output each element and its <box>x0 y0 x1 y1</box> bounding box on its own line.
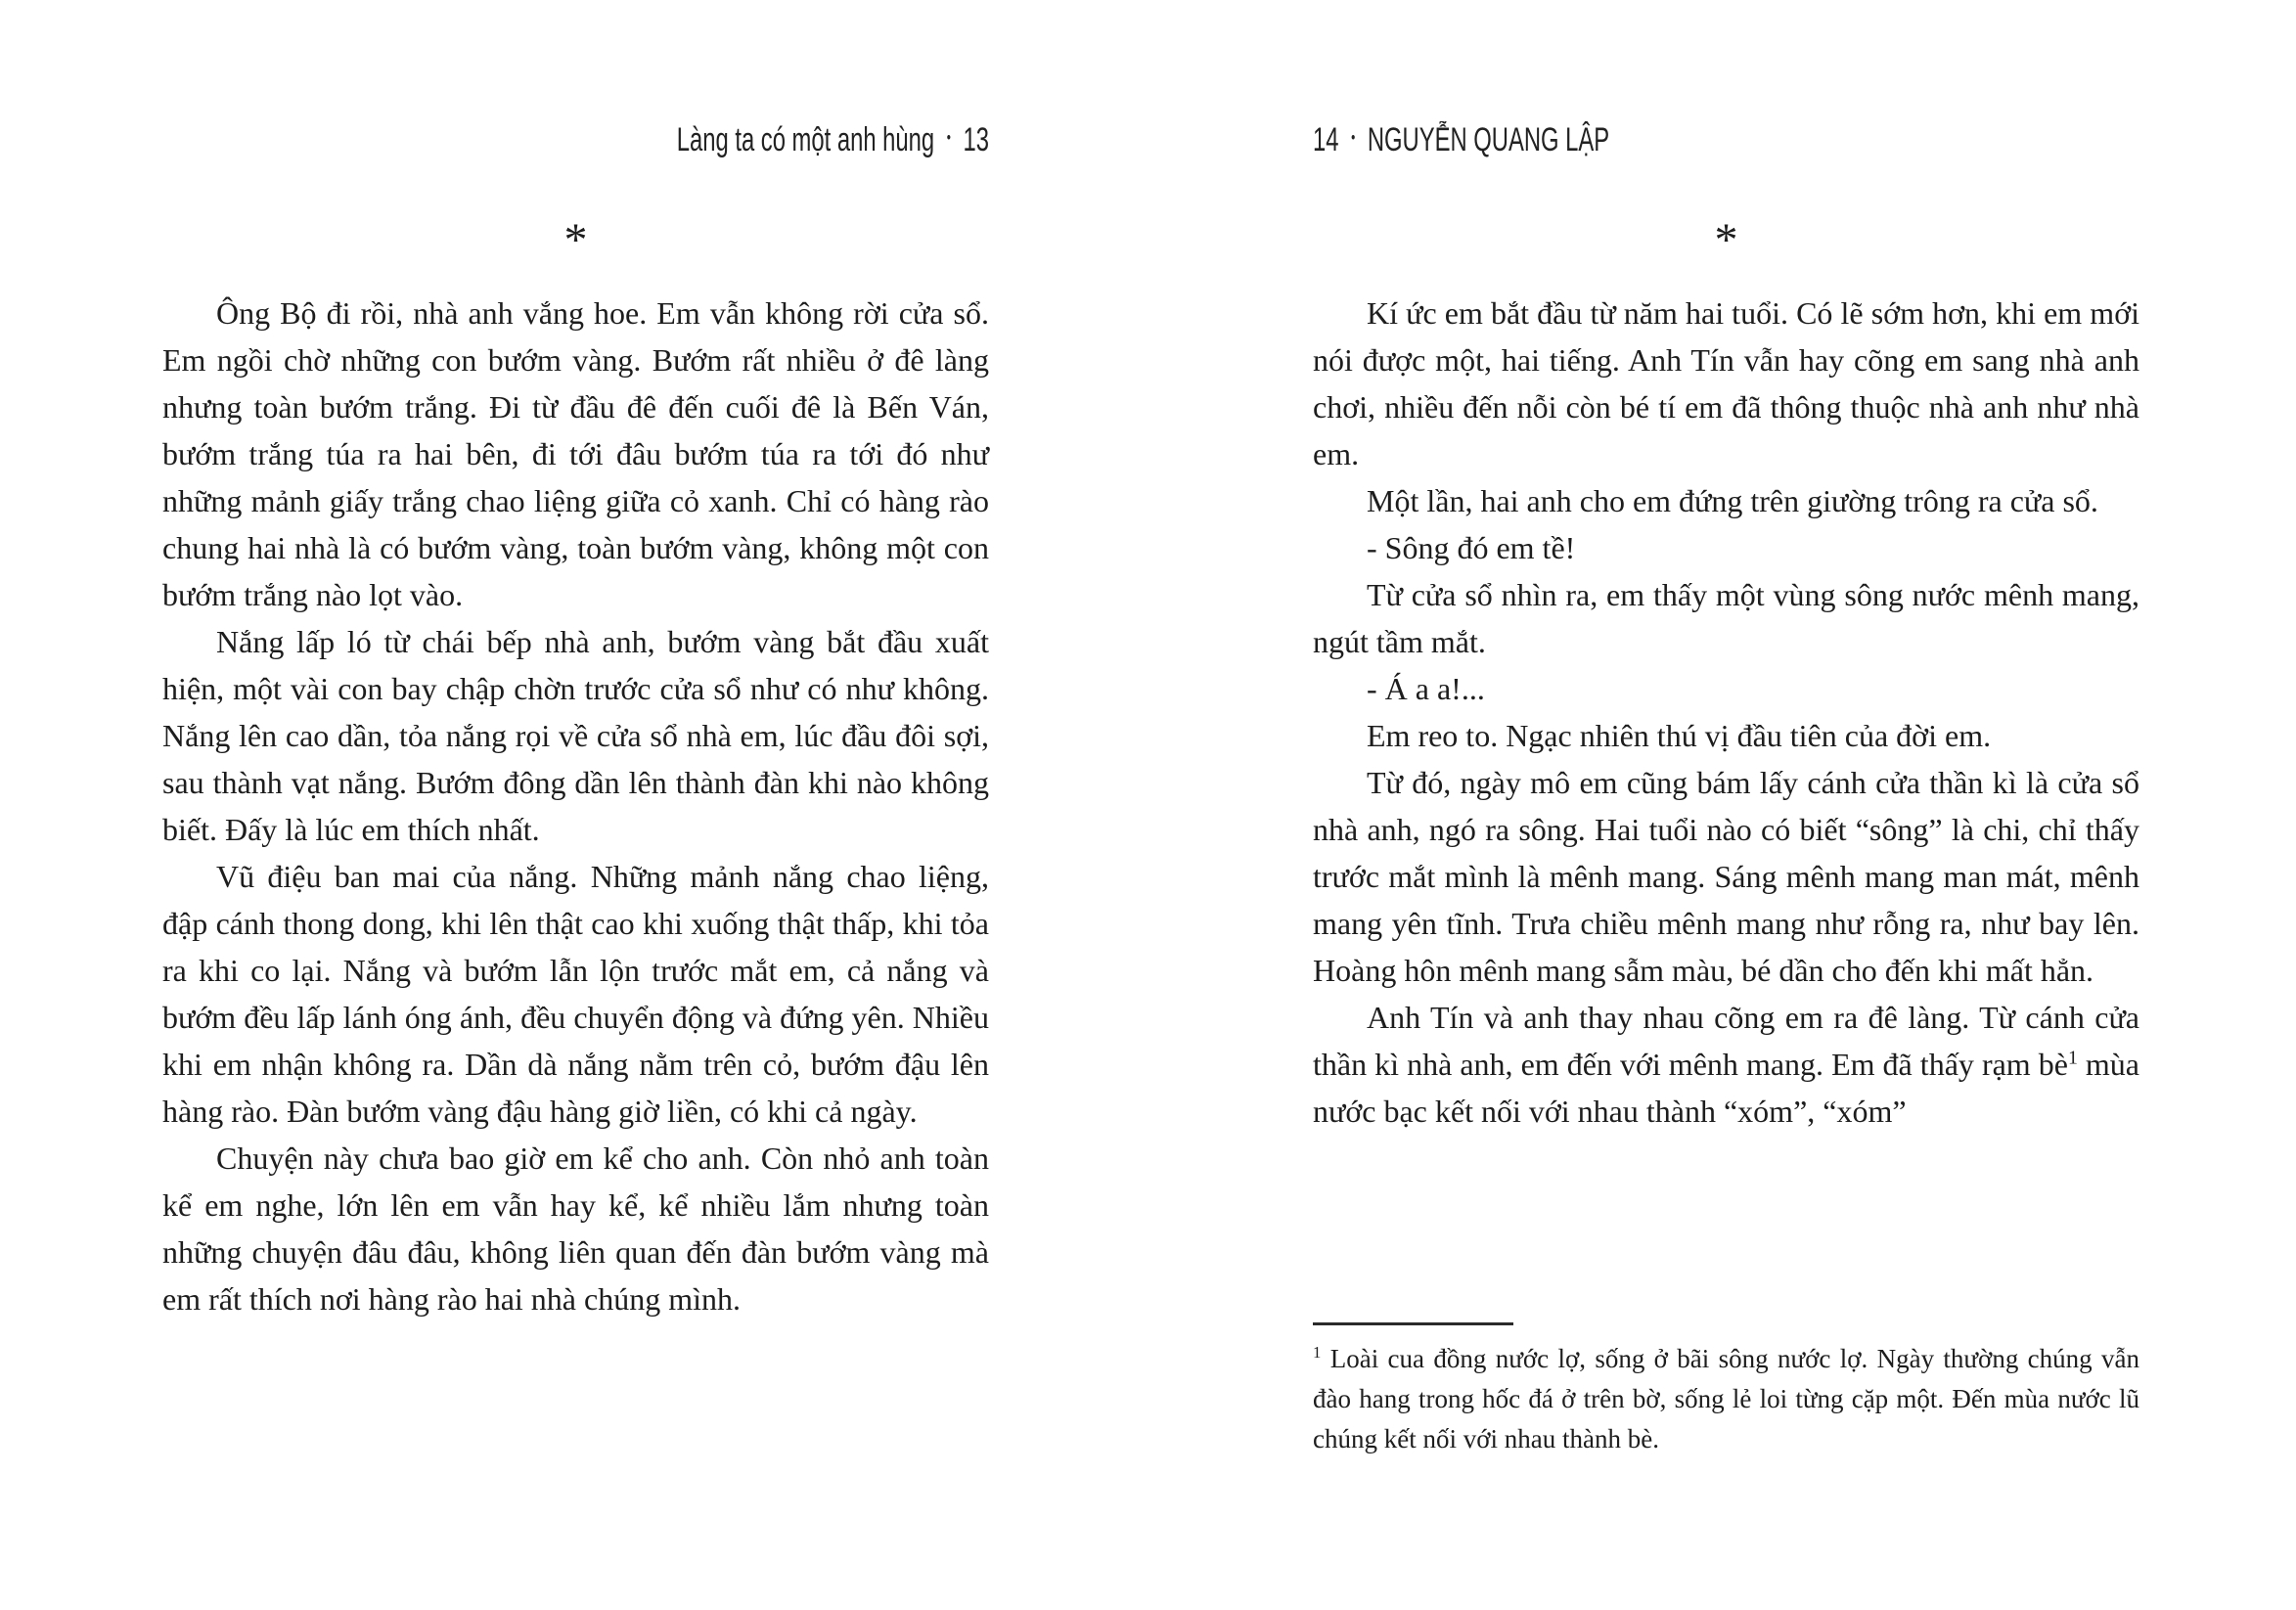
footnote-marker: 1 <box>1313 1343 1322 1362</box>
page-left-text-column <box>162 290 989 1322</box>
paragraph: Em reo to. Ngạc nhiên thú vị đầu tiên của đời em. <box>1367 718 1992 753</box>
running-head-separator-dot: • <box>946 128 951 148</box>
paragraph: Từ cửa sổ nhìn ra, em thấy một vùng sông nước mênh mang, ngút tầm mắt. <box>1313 577 2139 659</box>
footnote-text <box>1313 1339 2139 1459</box>
paragraph: Từ đó, ngày mô em cũng bám lấy cánh cửa thần kì là cửa sổ nhà anh, ngó ra sông. Hai tuổi nào có biết “sông” là chi, chỉ thấy trước mắt mình là mênh mang. Sáng mênh mang man mát, mênh mang yên tĩnh. Trưa chiều mênh mang như rỗng ra, như bay lên. Hoàng hôn mênh mang sẫm màu, bé dần cho đến khi mất hẳn. <box>1313 765 2139 988</box>
paragraph: Ông Bộ đi rồi, nhà anh vắng hoe. Em vẫn không rời cửa sổ. Em ngồi chờ những con bướm vàng. Bướm rất nhiều ở đê làng nhưng toàn bướm trắng. Đi từ đầu đê đến cuối đê là Bến Ván, bướm trắng túa ra hai bên, đi tới đâu bướm túa ra tới đó như những mảnh giấy trắng chao liệng giữa cỏ xanh. Chỉ có hàng rào chung hai nhà là có bướm vàng, toàn bướm vàng, không một con bướm trắng nào lọt vào. <box>162 295 989 612</box>
footnote-body: Loài cua đồng nước lợ, sống ở bãi sông nước lợ. Ngày thường chúng vẫn đào hang trong hốc đá ở trên bờ, sống lẻ loi từng cặp một. Đến mùa nước lũ chúng kết nối với nhau thành bè. <box>1313 1344 2139 1453</box>
paragraph: Một lần, hai anh cho em đứng trên giường trông ra cửa sổ. <box>1367 483 2098 518</box>
footnote-reference: 1 <box>2067 1047 2078 1069</box>
footnote <box>1313 1322 2139 1459</box>
footnote-rule <box>1313 1322 1513 1325</box>
paragraph: Chuyện này chưa bao giờ em kể cho anh. Còn nhỏ anh toàn kể em nghe, lớn lên em vẫn hay kể, kể nhiều lắm nhưng toàn những chuyện đâu đâu, không liên quan đến đàn bướm vàng mà em rất thích nơi hàng rào hai nhà chúng mình. <box>162 1140 989 1317</box>
page-number-right: 14 <box>1313 121 1339 158</box>
running-head-title: Làng ta có một anh hùng <box>676 121 935 158</box>
running-head-author: NGUYỄN QUANG LẬP <box>1367 121 1610 158</box>
paragraph: - Á a a!... <box>1367 671 1485 706</box>
running-head-separator-dot: • <box>1351 128 1356 148</box>
page-right-text-column <box>1313 290 2139 1135</box>
running-head-right <box>1313 121 2139 159</box>
page-number-left: 13 <box>963 121 989 158</box>
paragraph: Vũ điệu ban mai của nắng. Những mảnh nắng chao liệng, đập cánh thong dong, khi lên thật cao khi xuống thật thấp, khi tỏa ra khi co lại. Nắng và bướm lẫn lộn trước mắt em, cả nắng và bướm đều lấp lánh óng ánh, đều chuyển động và đứng yên. Nhiều khi em nhận không ra. Dần dà nắng nằm trên cỏ, bướm đậu lên hàng rào. Đàn bướm vàng đậu hàng giờ liền, có khi cả ngày. <box>162 859 989 1129</box>
paragraph: Nắng lấp ló từ chái bếp nhà anh, bướm vàng bắt đầu xuất hiện, một vài con bay chập chờn trước cửa sổ như có như không. Nắng lên cao dần, tỏa nắng rọi về cửa sổ nhà em, lúc đầu đôi sợi, sau thành vạt nắng. Bướm đông dần lên thành đàn khi nào không biết. Đấy là lúc em thích nhất. <box>162 624 989 847</box>
section-break-ornament: * <box>1714 214 1738 266</box>
paragraph: Kí ức em bắt đầu từ năm hai tuổi. Có lẽ sớm hơn, khi em mới nói được một, hai tiếng. Anh Tín vẫn hay cõng em sang nhà anh chơi, nhiều đến nỗi còn bé tí em đã thông thuộc nhà anh như nhà em. <box>1313 295 2139 471</box>
running-head-left <box>162 121 989 159</box>
section-break-ornament: * <box>563 214 588 266</box>
paragraph: Anh Tín và anh thay nhau cõng em ra đê làng. Từ cánh cửa thần kì nhà anh, em đến với mênh mang. Em đã thấy rạm $bè^1$ mùa nước bạc kết nối với nhau thành “xóm”, “xóm” <box>1313 1000 2140 1129</box>
paragraph: - Sông đó em tề! <box>1367 530 1576 565</box>
